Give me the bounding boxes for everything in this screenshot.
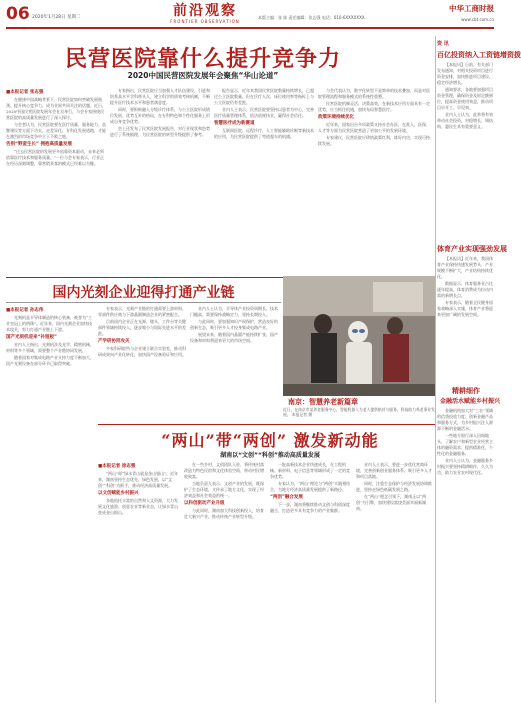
article-paragraph: 专家表示，随着全民健身国家战略深入实施，体育产业将迎来更加广阔的发展空间。	[437, 300, 493, 317]
main-article-column-1	[6, 88, 106, 274]
article-paragraph: 业内人士认为，此举将有效带动社会投资，对稳增长、调结构、惠民生具有重要意义。	[437, 112, 493, 129]
article-paragraph: 金融机构加大对“三农”领域的信贷投放力度，创新金融产品和服务方式，为乡村振兴注入源源不断的金融活水。	[437, 408, 494, 431]
main-headline: 民营医院靠什么提升竞争力	[64, 46, 341, 72]
newspaper-name: 中华工商时报	[449, 4, 494, 13]
fourth-article-column-4	[356, 462, 434, 702]
article-paragraph: 【本报讯】日前，有关部门发布通知，对相关投资项目进行资金安排，加快推进项目建设，稳定经济增长。	[437, 62, 493, 85]
article-subheading: 政策环境持续优化	[318, 115, 354, 120]
article-paragraph: 一些地方银行深入田间地头，了解农户和新型农业经营主体的融资需求，提供精准化、个性化的金融服务。	[437, 433, 493, 456]
article-paragraph: 与会代表认为，数字化转型不是简单的技术叠加，而是对医院管理流程和服务模式的系统性重塑。	[318, 88, 430, 99]
article-paragraph: 会上还发布了民营医院发展报告，对行业现状和趋势进行了系统梳理，为民营医院的转型升级提供了参考。	[110, 126, 210, 137]
news-photo	[283, 276, 435, 396]
article-paragraph: 光刻机是半导体制造的核心装备，被誉为“工业皇冠上的明珠”。近年来，国内光刻企业加快技术攻关，努力打通产业链上下游。	[6, 315, 93, 332]
section-name: 前沿观察	[173, 3, 237, 19]
second-article-column-3	[190, 306, 280, 422]
photo-caption-title: 南京：智慧养老新篇章	[288, 398, 358, 406]
article-paragraph: “过去民营医院的发展更多依靠资本驱动，未来必须依靠医疗技术和服务质量。”一位与会专家表示，行业正在经历深刻调整，靠营销获客的模式已经难以为继。	[6, 149, 105, 166]
right-story-1-body	[437, 62, 494, 240]
article-paragraph: 业内人士指出，光刻机涉及光学、精密机械、材料等多个领域，需要整个产业链协同发展。	[6, 342, 94, 353]
right-story-3-subhead: 金融活水赋能乡村振兴	[440, 398, 501, 405]
article-paragraph: 展望未来，随着国内晶圆产能持续扩张，国产设备和材料将迎来更大的市场空间。	[190, 332, 278, 343]
article-paragraph: 同时，要积极融入分级诊疗体系，与公立医院形成错位发展、优势互补的格局，在专科特色和个性化服务上形成自身竞争优势。	[110, 107, 210, 124]
page-number: 06	[6, 4, 30, 24]
article-paragraph: 业内人士表示，民营医院要坚持以患者为中心，完善医疗质量管理体系，依法依规执业，赢得社会信任。	[214, 107, 314, 118]
article-paragraph: 随着国家对集成电路产业支持力度不断加大，国产光刻设备在部分环节已取得突破。	[6, 355, 94, 366]
article-subheading: ■本报记者 孙志伟	[6, 308, 44, 313]
right-story-3-headline: 精耕细作	[452, 386, 480, 395]
article-paragraph: 与此同时，要加强知识产权保护，营造良好的创新生态，吸引更多人才投身集成电路产业。	[190, 319, 278, 330]
newspaper-website: www.cbt.com.cn	[461, 17, 494, 22]
article-paragraph: 专家认为，“两山”理论与“两创”实践相结合，为地方经济高质量发展提供了新路径。	[270, 481, 351, 492]
second-headline: 国内光刻企业迎得打通产业链	[52, 285, 235, 301]
issue-date: 2020年1月28日 星期二	[32, 15, 81, 20]
main-article-column-3	[214, 88, 314, 274]
article-paragraph: 业内人士认为，半导体产业投资周期长、技术门槛高，需要保持战略定力，坚持长期投入。	[190, 306, 278, 317]
article-paragraph: 【本报讯】近年来，我国体育产业保持快速发展势头，产业规模不断扩大，产业结构持续优化。	[437, 256, 493, 279]
article-paragraph: 专家表示，光刻产业链的打通需要上游材料、零部件供应商与下游晶圆制造企业的紧密配合。	[98, 306, 186, 317]
article-subheading: 产学研协同攻关	[98, 339, 130, 344]
article-paragraph: 在一些乡村，文创团队入驻，将传统村落改造为特色民宿和文化体验空间，带动村民增收致富。	[184, 462, 264, 479]
fourth-article-column-3	[270, 462, 352, 702]
article-subheading: 国产光刻机迎来“补短板”	[6, 335, 57, 340]
article-subheading: 告别“野蛮生长” 拥抱高质量发展	[6, 142, 72, 147]
article-paragraph: 下一步，湖南将继续推动文创与科创深度融合，打造更多具有竞争力的产业集群。	[270, 502, 350, 513]
article-paragraph: 通知要求，各地要加强项目资金管理，确保资金及时足额到位，提高资金使用效益，推动项目早开工、早见效。	[437, 87, 493, 110]
article-paragraph: 民营医院机制灵活、决策高效，在新技术应用方面具有一定优势，应当抓住机遇，加快布局智慧医疗。	[318, 101, 430, 112]
section-divider	[98, 424, 435, 425]
photo-caption: 近日，在南京市某养老服务中心，智能机器人为老人提供陪伴与服务，科技助力养老事业发展。 本报记者 摄	[283, 407, 435, 417]
masthead	[6, 3, 494, 29]
article-subheading: 以文创赋能乡村振兴	[98, 491, 139, 496]
second-article-column-1	[6, 306, 94, 701]
article-paragraph: 在“两山”理念引领下，湖南正以“两创”为引擎，加快建设富饶美丽幸福新湖南。	[356, 494, 427, 511]
article-paragraph: 各地依托丰富的自然和人文资源，大力发展文化旅游、创意农业等新业态，让绿水青山变成金山银山。	[98, 498, 178, 515]
column-separator	[435, 36, 436, 703]
section-banner	[162, 3, 248, 27]
main-article-column-4	[318, 88, 430, 274]
article-paragraph: 报告显示，近年来我国民营医院数量持续增长，已超过公立医院数量，但在诊疗人次、床位使用率等指标上与公立医院仍有差距。	[214, 88, 314, 105]
article-subheading: 智慧医疗成为新赛道	[214, 121, 255, 126]
article-subheading: ■本报记者 徐志强	[98, 464, 136, 469]
article-paragraph: 当地负责人表示，文创产业的发展，既保护了生态环境，又传承了地方文化，实现了经济效益和社会效益的统一。	[184, 481, 264, 498]
article-paragraph: 多家科研院所与企业建立联合实验室，推动科研成果向产业化转化，加快国产设备验证和应用。	[98, 346, 186, 357]
second-article-column-2	[98, 306, 186, 422]
right-story-1-headline: 百亿投资纳入工资链增资拨	[437, 50, 521, 59]
main-subhead: 2020中国民营医院发展年会聚焦“华山论道”	[127, 71, 279, 80]
article-paragraph: 与此同时，湖南加大科技创新投入，培育壮大新兴产业，推动传统产业转型升级。	[184, 508, 264, 519]
article-paragraph: 在健康中国战略背景下，民营医院如何突破发展瓶颈、提升核心竞争力，成为业界共同关注的话题。近日，2020中国民营医院发展年会在京举行，与会专家围绕民营医院的高质量发展进行了深入探讨。	[6, 97, 106, 120]
article-paragraph: 同时，注重生态保护与经济发展协调推进，坚持走绿色低碳发展之路。	[356, 481, 432, 492]
headline-underline	[6, 302, 281, 303]
article-paragraph: 专家指出，民营医院应当加强人才队伍建设，引进和培养高水平学科带头人，建立科学的绩效考核机制，不断提升医疗技术水平和患者满意度。	[110, 88, 210, 105]
article-paragraph: 与会者认为，民营医院要在医疗质量、服务能力、品牌建设等方面下功夫，走差异化、专科化发展道路，才能在激烈的市场竞争中立于不败之地。	[6, 122, 106, 139]
article-paragraph: “两山”即“绿水青山就是金山银山”，近年来，湖南坚持生态优先、绿色发展，以“文创”“科创”为抓手，推动经济高质量发展。	[98, 471, 179, 488]
right-story-2-body	[437, 256, 494, 382]
article-subheading: ■本报记者 张志强	[6, 90, 44, 95]
article-subheading: “两创”融合发展	[270, 495, 303, 500]
article-paragraph: 互联网医院、远程诊疗、人工智能辅助诊断等新技术的应用，为民营医院提供了弯道超车的机遇。	[214, 128, 314, 139]
editor-credits: 本版主编：张 陈 责任编辑：张志强 电话：010-6XXXXXXX	[258, 15, 365, 20]
article-paragraph: 业内人士认为，金融服务乡村振兴要坚持精耕细作，久久为功，助力农业农村现代化。	[437, 458, 493, 475]
article-paragraph: 专家建议，民营医院应珍惜政策红利，练好内功，实现可持续发展。	[318, 135, 430, 146]
article-paragraph: 一批高新技术企业快速成长，在工程机械、新材料、电子信息等领域形成了一定的竞争优势。	[270, 462, 350, 479]
right-story-3-body	[437, 408, 494, 702]
article-subheading: 以科创驱动产业升级	[184, 501, 225, 506]
main-article-column-2	[110, 88, 210, 274]
article-paragraph: 数据显示，体育服务业占比逐年提高，体育消费成为拉动内需的新增长点。	[437, 281, 493, 298]
article-paragraph: 目前国内企业正在光源、镜头、工件台等关键部件领域持续投入，逐步缩小与国际先进水平的差距。	[98, 319, 186, 336]
right-column-kicker: 资 讯	[437, 41, 449, 47]
fourth-article-column-2	[184, 462, 266, 702]
article-paragraph: 业内人士表示，要进一步优化营商环境，完善创新创业服务体系，吸引更多人才和项目落地。	[356, 462, 432, 479]
section-name-english: FRONTIER OBSERVATION	[170, 19, 240, 24]
right-story-2-headline: 体育产业实现强劲发展	[437, 244, 507, 253]
article-paragraph: 近年来，国家出台多项政策支持社会办医，在准入、医保、人才等方面为民营医院营造了更加公平的发展环境。	[318, 122, 430, 133]
fourth-subhead: 湖南以“文创”“科创”推动高质量发展	[220, 452, 320, 459]
fourth-article-column-1	[98, 462, 180, 702]
fourth-headline: “两山”带“两创” 激发新动能	[161, 431, 379, 450]
